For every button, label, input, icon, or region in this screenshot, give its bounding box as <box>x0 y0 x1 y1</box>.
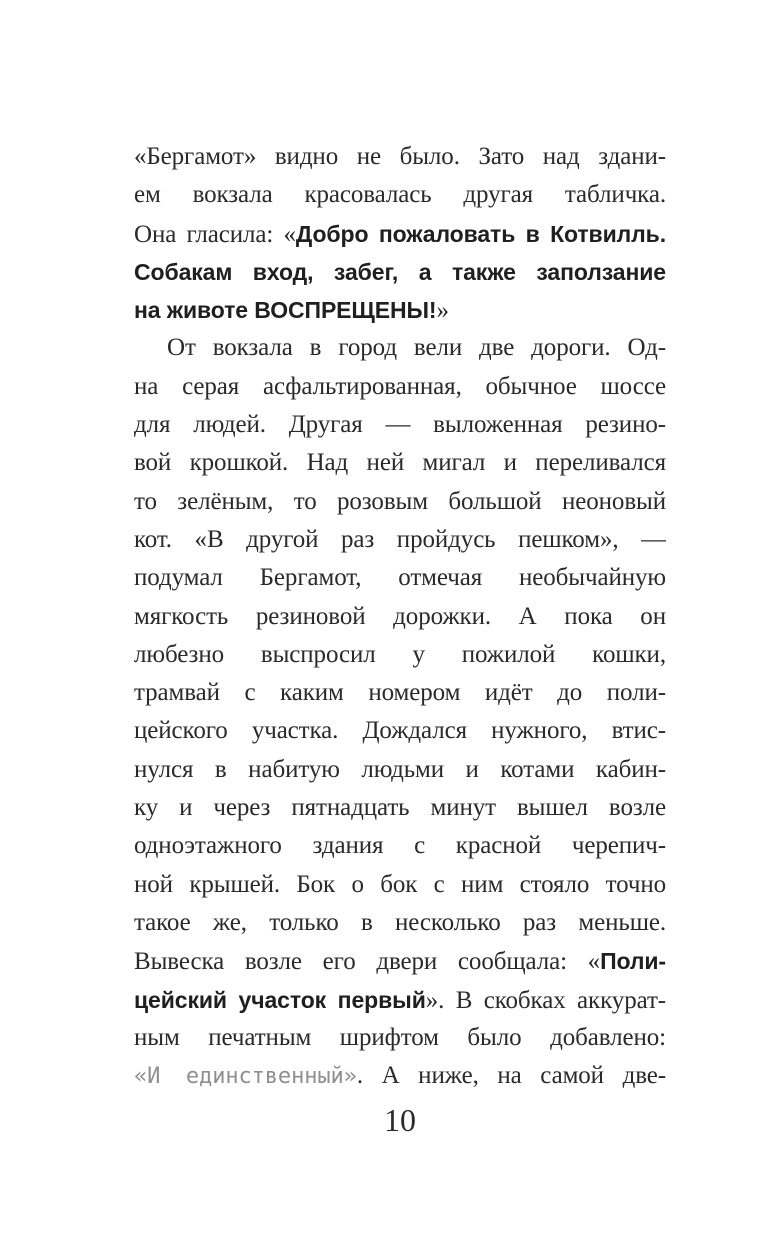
text-line <box>134 598 666 636</box>
paragraph <box>134 329 666 1095</box>
text-line <box>134 215 666 253</box>
text-line <box>134 904 666 942</box>
text-line <box>134 444 666 482</box>
text-segment: От вокзала в город вели две дороги. Од- <box>167 334 666 362</box>
page-number: 10 <box>384 1102 416 1138</box>
text-line <box>134 138 666 176</box>
text-segment: то зелёным, то розовым большой неоновый <box>134 487 666 515</box>
text-segment: на серая асфальтированная, обычное шоссе <box>134 372 666 400</box>
text-line <box>134 483 666 521</box>
text-line <box>134 866 666 904</box>
text-line <box>134 329 666 367</box>
text-segment: такое же, только в несколько раз меньше. <box>134 908 666 936</box>
text-line <box>134 1019 666 1057</box>
text-segment: ку и через пятнадцать минут вышел возле <box>134 794 666 822</box>
text-line <box>134 368 666 406</box>
bold-text-segment: Поли- <box>600 948 666 975</box>
text-segment: вой крошкой. Над ней мигал и переливался <box>134 449 666 477</box>
text-segment: . А ниже, на самой две- <box>356 1062 666 1090</box>
text-segment: любезно выспросил у пожилой кошки, <box>134 640 666 668</box>
text-line <box>134 981 666 1019</box>
text-line <box>134 712 666 750</box>
bold-text-segment: цейский участок первый <box>134 986 426 1013</box>
text-block <box>134 138 666 1095</box>
text-line <box>134 942 666 980</box>
text-segment: Она гласила: « <box>134 220 296 248</box>
text-line <box>134 521 666 559</box>
text-line <box>134 827 666 865</box>
text-line <box>134 291 666 329</box>
text-segment: ». В скобках аккурат- <box>425 986 666 1014</box>
text-segment: «Бергамот» видно не было. Зато над здани- <box>134 143 666 170</box>
text-line <box>134 1057 666 1095</box>
text-segment: » <box>436 297 449 325</box>
text-line <box>134 253 666 291</box>
bold-text-segment: Собакам вход, забег, а также заползание <box>134 258 666 285</box>
text-segment: ной крышей. Бок о бок с ним стояло точно <box>134 870 666 898</box>
text-segment: ным печатным шрифтом было добавлено: <box>134 1023 666 1051</box>
text-line <box>134 176 666 214</box>
text-segment: нулся в набитую людьми и котами кабин- <box>134 755 666 783</box>
text-segment: подумал Бергамот, отмечая необычайную <box>134 564 666 592</box>
text-line <box>134 674 666 712</box>
text-segment: мягкость резиновой дорожки. А пока он <box>134 602 666 630</box>
text-segment: кот. «В другой раз пройдусь пешком», — <box>134 525 666 553</box>
text-line <box>134 751 666 789</box>
typewriter-text-segment: «И единственный» <box>134 1064 357 1090</box>
paragraph <box>134 138 666 329</box>
text-line <box>134 789 666 827</box>
text-segment: трамвай с каким номером идёт до поли- <box>134 679 666 707</box>
text-segment: ем вокзала красовалась другая табличка. <box>134 181 666 209</box>
text-line <box>134 559 666 597</box>
bold-text-segment: на животе ВОСПРЕЩЕНЫ! <box>134 297 437 324</box>
text-segment: для людей. Другая — выложенная резино- <box>134 411 666 439</box>
text-segment: Вывеска возле его двери сообщала: « <box>134 948 601 976</box>
bold-text-segment: Добро пожаловать в Котвилль. <box>295 220 666 247</box>
text-segment: цейского участка. Дождался нужного, втис- <box>134 717 666 745</box>
text-line <box>134 636 666 674</box>
text-line <box>134 406 666 444</box>
text-segment: одноэтажного здания с красной черепич- <box>134 832 666 860</box>
